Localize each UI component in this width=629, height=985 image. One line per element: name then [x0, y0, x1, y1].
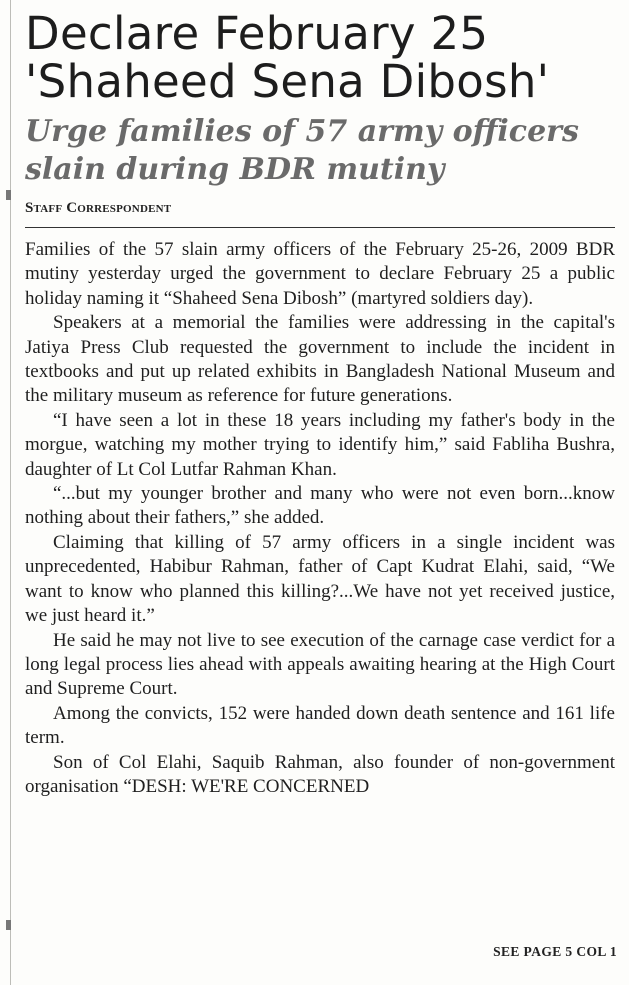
headline-line-2: 'Shaheed Sena Dibosh': [25, 55, 550, 108]
body-paragraph: He said he may not live to see execution of the carnage case verdict for a long legal process lies ahead with appeals awaiting hearing at the High Court and Supreme Court.: [25, 629, 615, 700]
body-paragraph: “I have seen a lot in these 18 years including my father's body in the morgue, watching my mother trying to identify him,” said Fabliha Bushra, daughter of Lt Col Lutfar Rahman Khan.: [25, 409, 615, 480]
subheadline-line-2: slain during BDR mutiny: [25, 152, 445, 187]
article: [25, 0, 615, 799]
article-body: [25, 238, 615, 799]
subheadline: [25, 113, 615, 189]
headline-line-1: Declare February 25: [25, 7, 489, 60]
byline: Staff Correspondent: [25, 200, 172, 216]
body-paragraph: Son of Col Elahi, Saquib Rahman, also founder of non-government organisation “DESH: WE'RE CONCERNED: [25, 751, 615, 797]
column-rule: [10, 0, 11, 985]
byline-divider: [25, 227, 615, 228]
continued-jump-line: SEE PAGE 5 COL 1: [493, 944, 617, 959]
body-paragraph: Families of the 57 slain army officers of the February 25-26, 2009 BDR mutiny yesterday urged the government to declare February 25 a public holiday naming it “Shaheed Sena Dibosh” (martyred soldiers day).: [25, 239, 615, 309]
headline: [25, 7, 615, 108]
margin-mark: [6, 920, 11, 930]
body-paragraph: Speakers at a memorial the families were addressing in the capital's Jatiya Press Club requested the government to include the incident in textbooks and put up related exhibits in Bangladesh National Museum and the military museum as reference for future generations.: [25, 312, 615, 407]
subheadline-line-1: Urge families of 57 army officers: [25, 114, 579, 149]
body-paragraph: Among the convicts, 152 were handed down death sentence and 161 life term.: [25, 702, 615, 749]
body-paragraph: “...but my younger brother and many who were not even born...know nothing about their fathers,” she added.: [25, 483, 615, 529]
margin-mark: [6, 190, 11, 200]
body-paragraph: Claiming that killing of 57 army officers in a single incident was unprecedented, Habibur Rahman, father of Capt Kudrat Elahi, said, “We want to know who planned this killing?...We have not yet received justice, we just heard it.”: [25, 531, 615, 627]
